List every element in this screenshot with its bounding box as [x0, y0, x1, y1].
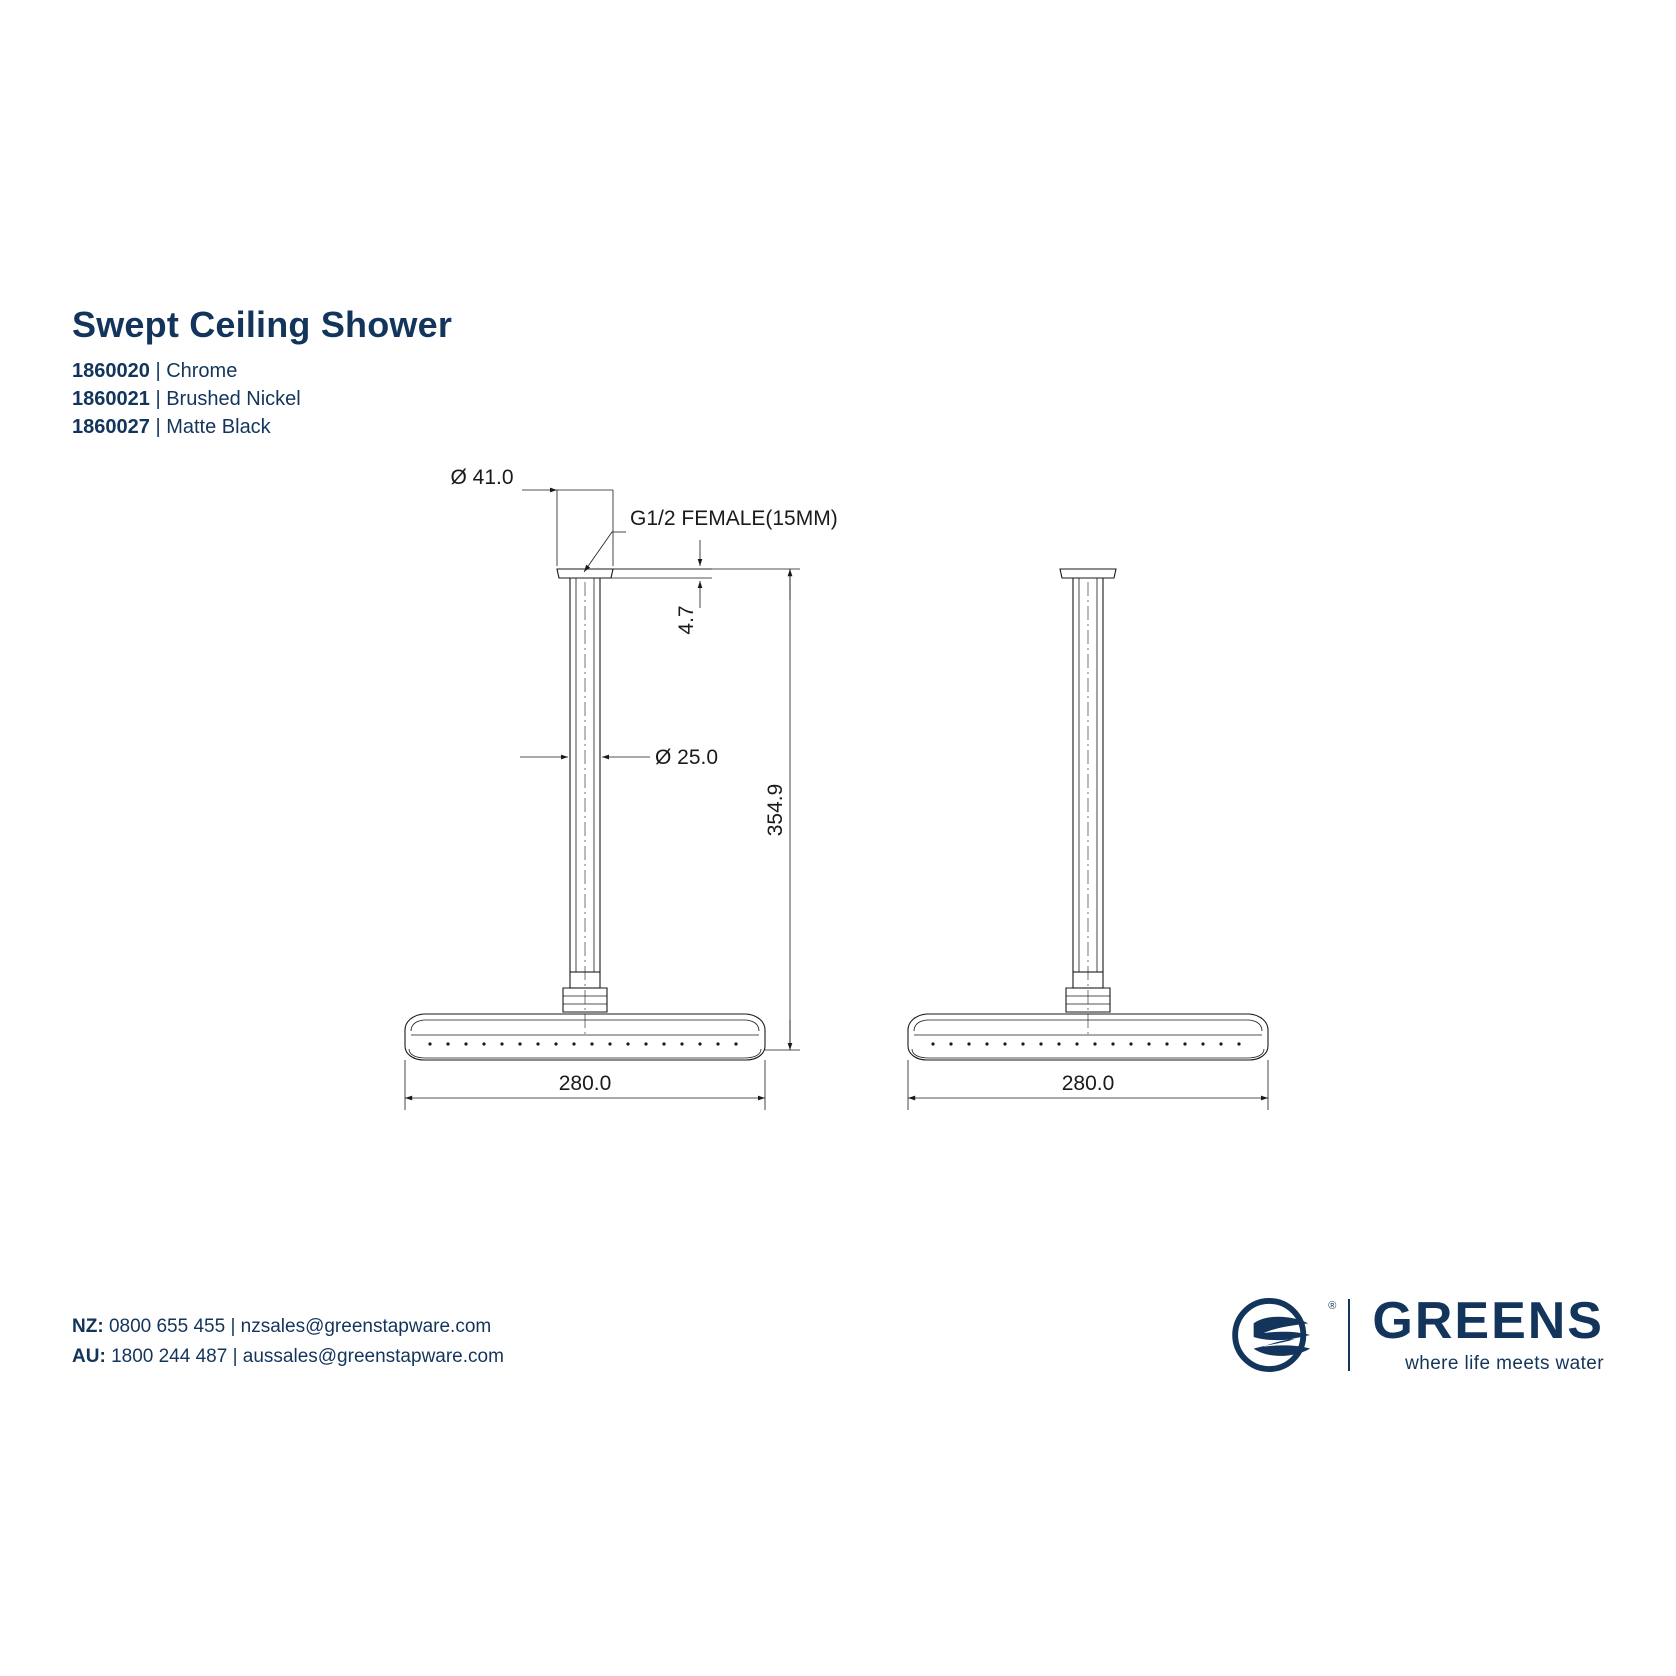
dimension-head-width-left-label: 280.0 — [558, 1072, 612, 1095]
registered-trademark-icon: ® — [1328, 1300, 1337, 1312]
brand-tagline: where life meets water — [1405, 1353, 1604, 1374]
dimension-overall-height — [613, 569, 800, 1050]
variant-separator: | — [155, 387, 161, 410]
shower-arm-right — [1073, 578, 1103, 1035]
dimension-head-width-right-label: 280.0 — [1061, 1072, 1115, 1095]
dimension-head-width-right — [908, 1060, 1268, 1110]
variant-row — [72, 385, 872, 413]
variant-separator: | — [155, 359, 161, 382]
variant-name: Matte Black — [166, 415, 271, 438]
note-thread-size — [584, 507, 838, 572]
note-thread-size-label: G1/2 FEMALE(15MM) — [630, 507, 838, 530]
variant-code: 1860021 — [72, 387, 150, 410]
brand-divider — [1348, 1299, 1350, 1371]
page-title: Swept Ceiling Shower — [72, 304, 453, 345]
right-elevation-view — [908, 569, 1268, 1110]
ceiling-flange — [557, 569, 613, 578]
contact-block — [72, 1312, 504, 1372]
dimension-arm-diameter-label: Ø 25.0 — [655, 746, 719, 769]
contact-au-label: AU: — [72, 1346, 106, 1367]
dimension-head-width-left — [405, 1060, 765, 1110]
left-elevation-view — [405, 466, 838, 1110]
dimension-flange-thickness-label: 4.7 — [675, 605, 698, 635]
variant-row — [72, 413, 872, 441]
brand-name: GREENS — [1372, 1292, 1604, 1350]
variant-name: Brushed Nickel — [166, 387, 301, 410]
greens-logo-icon — [1224, 1298, 1337, 1372]
shower-arm — [570, 578, 600, 1035]
nozzle-row-right — [931, 1042, 1240, 1045]
nozzle-row — [428, 1042, 737, 1045]
dimension-overall-height-label: 354.9 — [764, 783, 787, 837]
variant-name: Chrome — [166, 359, 238, 382]
variant-code: 1860020 — [72, 359, 150, 382]
swivel-connector — [563, 972, 607, 1012]
contact-nz-value: 0800 655 455 | nzsales@greenstapware.com — [108, 1316, 492, 1337]
variant-code: 1860027 — [72, 415, 150, 438]
contact-nz-label: NZ: — [72, 1316, 104, 1337]
dimension-flange-diameter — [450, 466, 613, 566]
shower-head-right — [908, 1014, 1268, 1060]
ceiling-flange-right — [1060, 569, 1116, 578]
brand-lockup — [1224, 1290, 1604, 1380]
dimension-flange-diameter-label: Ø 41.0 — [450, 466, 514, 489]
dimension-arm-diameter — [520, 746, 718, 769]
contact-au-value: 1800 244 487 | aussales@greenstapware.com — [111, 1346, 504, 1367]
brand-text — [1372, 1292, 1604, 1375]
contact-au — [72, 1342, 504, 1372]
product-header — [72, 305, 872, 441]
dimension-flange-thickness — [611, 540, 712, 635]
variant-separator: | — [155, 415, 161, 438]
variant-row — [72, 357, 872, 385]
contact-nz — [72, 1312, 504, 1342]
swivel-connector-right — [1066, 972, 1110, 1012]
shower-head — [405, 1014, 765, 1060]
